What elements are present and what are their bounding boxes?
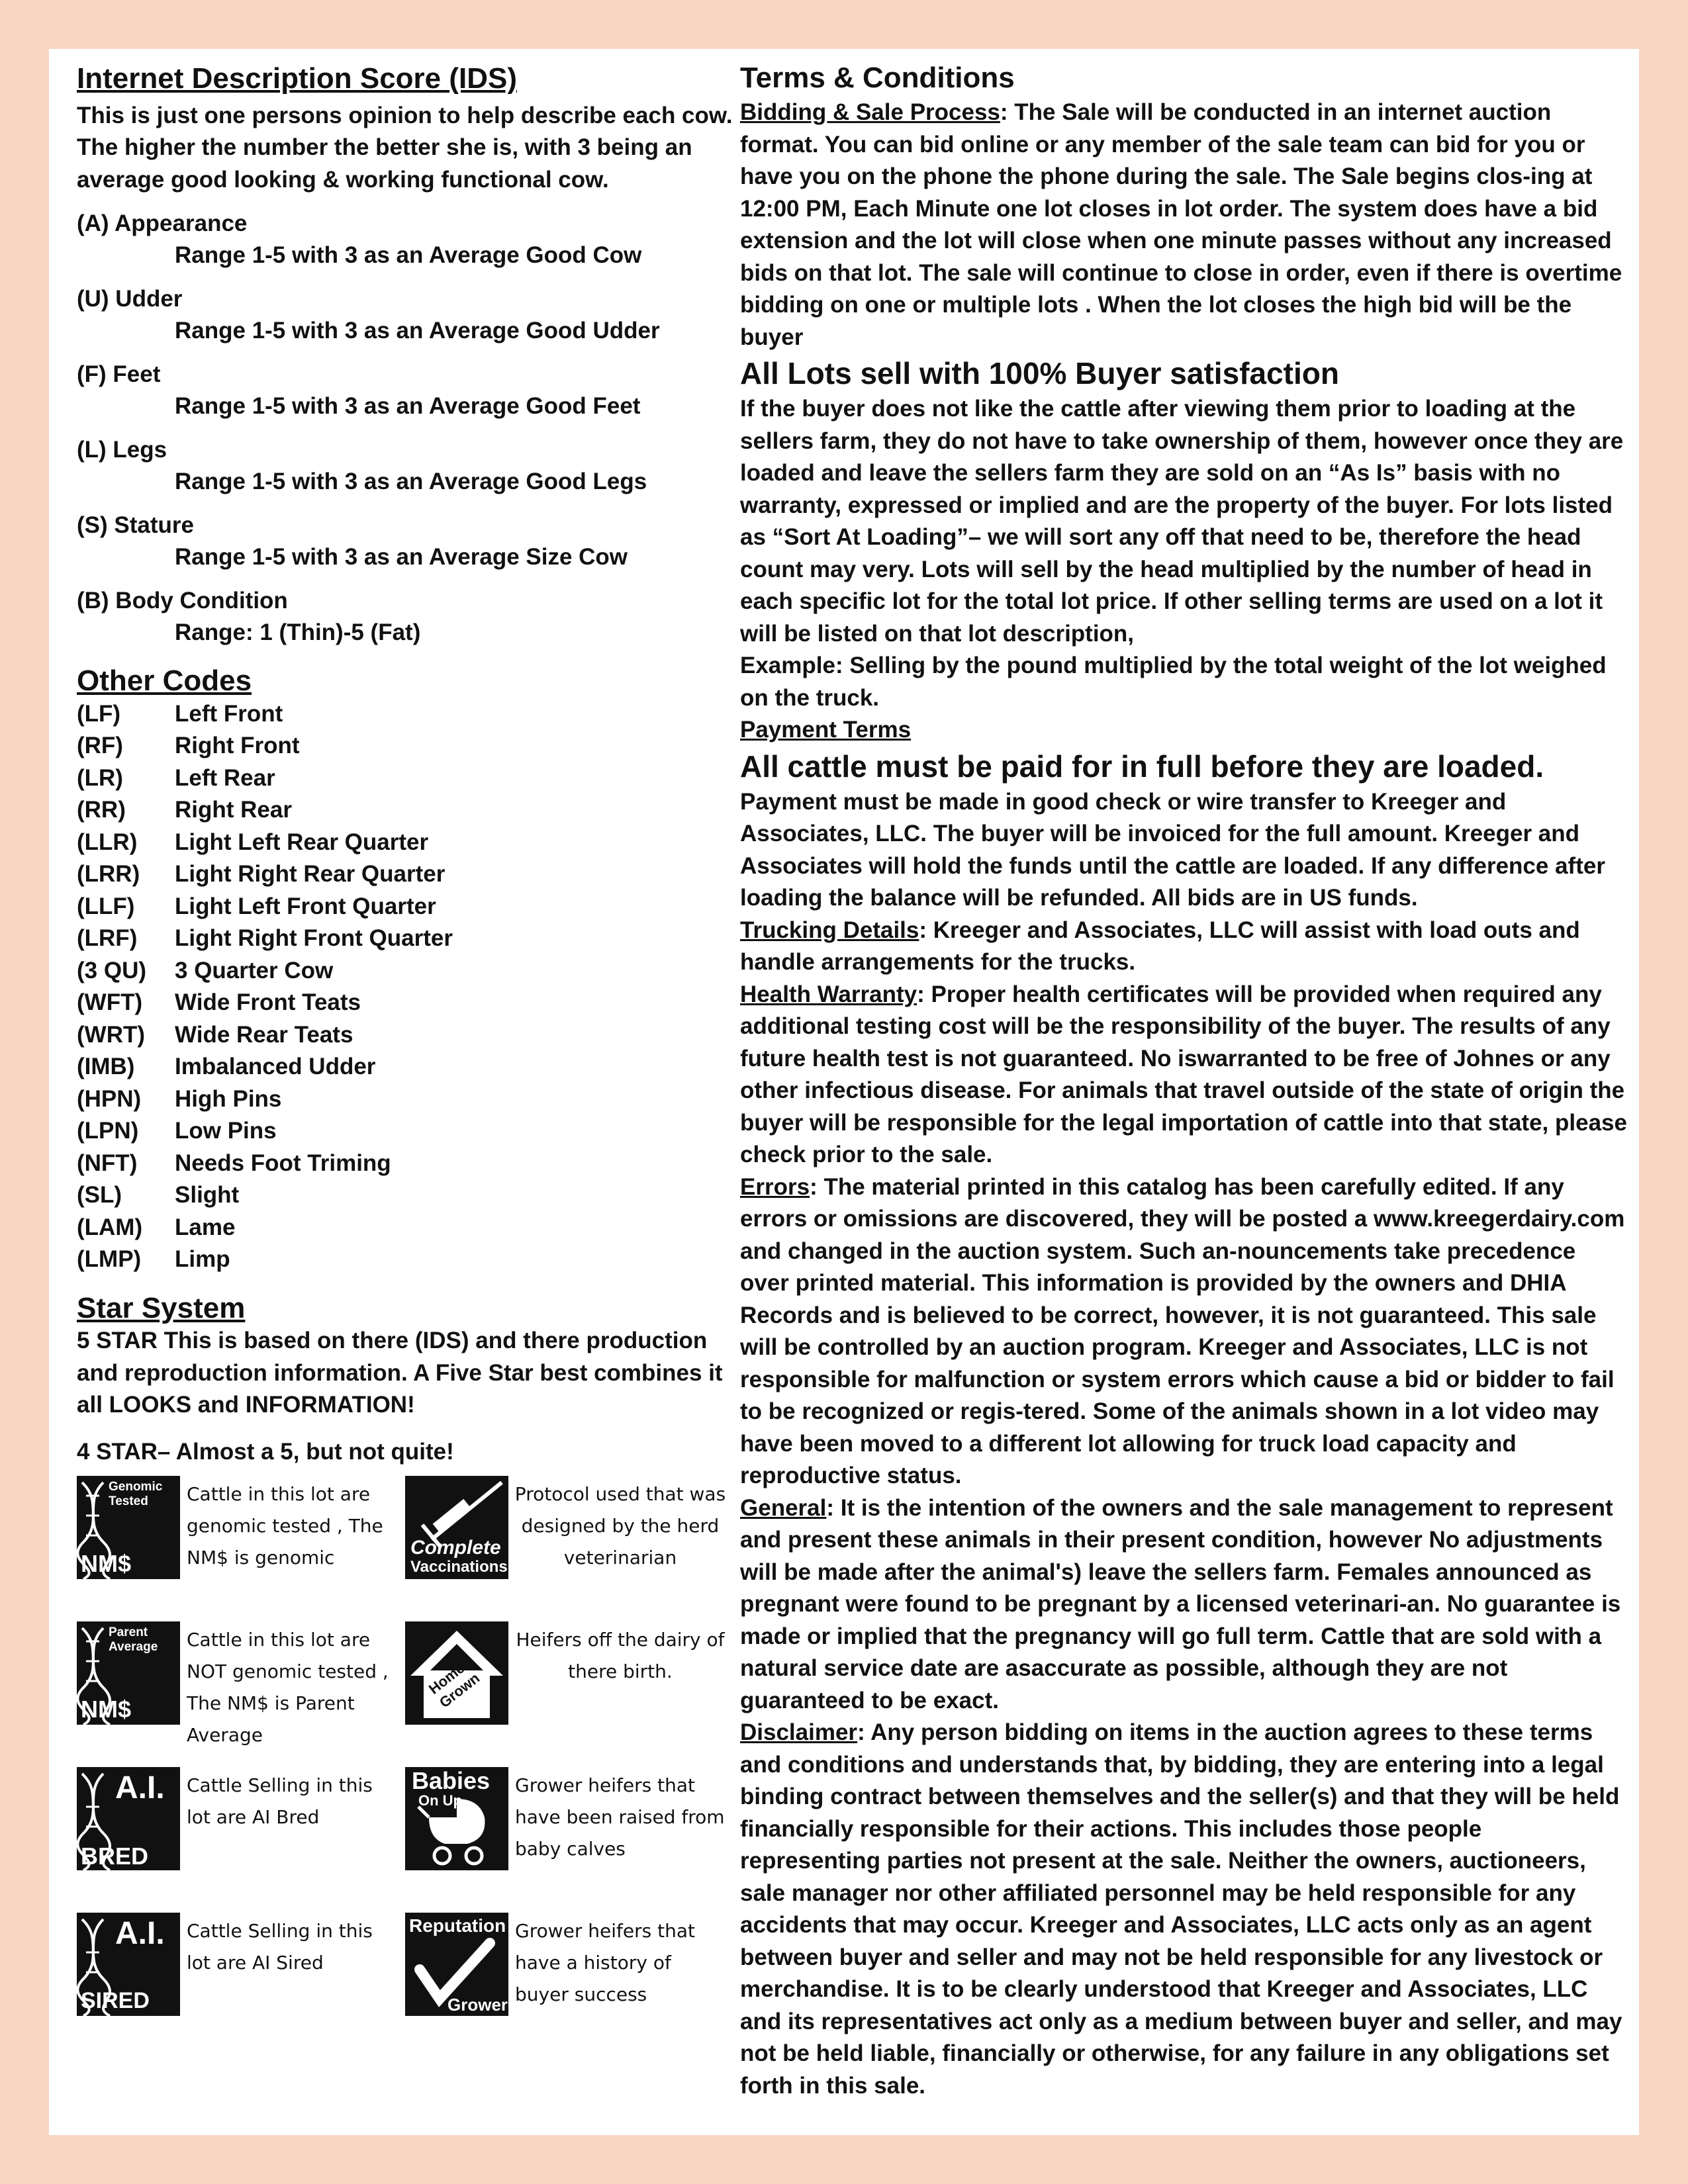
trucking-text: : Kreeger and Associates, LLC will assist with load outs and handle arrangements for the trucks.: [740, 917, 1580, 976]
code-row: [77, 1179, 752, 1212]
code-row: [77, 827, 752, 859]
score-label: (L) Legs: [77, 437, 167, 463]
code-row: [77, 858, 752, 891]
five-star-text: 5 STAR This is based on there (IDS) and there production and reproduction information. A Five Star best combines it all LOOKS and INFORMATION!: [77, 1328, 723, 1418]
code-desc: Wide Front Teats: [175, 989, 361, 1016]
badge-genomic: [77, 1476, 401, 1608]
bidding-text: : The Sale will be conducted in an internet auction format. You can bid online or any member of the sale team can bid for you or have you on the phone the phone during the sale. The Sale begins clos-ing at 12:00 PM, Each Minute one lot closes in lot order. The system does have a bid extension and the lot will close when one minute passes without any increased bids on that lot. The sale will continue to close in order, even if there is overtime bidding on one or multiple lots . When the lot closes the high bid will be the buyer: [740, 99, 1622, 350]
code-abbr: (HPN): [77, 1085, 142, 1112]
score-range: Range 1-5 with 3 as an Average Good Udder: [175, 318, 660, 344]
badge-ai-sired: [77, 1913, 401, 2045]
score-label: (F) Feet: [77, 361, 161, 388]
reputation-grower-icon: [405, 1913, 508, 2016]
icon-label: A.I.: [115, 1770, 165, 1806]
code-abbr: (LR): [77, 764, 123, 791]
code-row: [77, 762, 752, 795]
icon-label: Home Grown: [425, 1659, 483, 1711]
payment-label: Payment Terms: [740, 717, 912, 743]
errors-label: Errors: [740, 1173, 810, 1200]
other-codes-title: Other Codes: [77, 664, 252, 698]
score-label: (B) Body Condition: [77, 588, 288, 614]
disclaimer-text: : Any person bidding on items in the auction agrees to these terms and conditions and understands that, by bidding, they are entering into a legal binding contract between themselves and the seller(s) and that they will be held financially responsible for their actions. This includes those people representing parties not present at the sale. Neither the owners, auctioneers, sale manager nor other affiliated personnel may be held responsible for any accidents that may occur. Kreeger and Associates, LLC acts only as an agent between buyer and seller and may not be held responsible for any livestock or merchandise. It is to be clearly understood that Kreeger and Associates, LLC and its representatives act only as a medium between buyer and seller, and may not be held liable, financially or otherwise, for any failure in any obligations set forth in this sale.: [740, 1719, 1622, 2099]
right-column: [740, 62, 1627, 2102]
satisfaction-text: If the buyer does not like the cattle after viewing them prior to loading at the sellers farm, they do not have to take ownership of them, however once they are loaded and leave the sellers farm they are sold on an “As Is” basis with no warranty, expressed or implied and are the property of the buyer. For lots listed as “Sort At Loading”– we will sort any off that need to be, therefore the head count may very. Lots will sell by the head multiplied by the number of head in each specific lot for the total lot price. If other selling terms are used on a lot it will be listed on that lot description,: [740, 396, 1624, 647]
score-stature: [77, 510, 752, 573]
code-desc: Slight: [175, 1182, 240, 1208]
badge-description: Cattle in this lot are genomic tested , The NM$ is genomic: [187, 1483, 383, 1569]
code-row: [77, 1212, 752, 1244]
score-range: Range 1-5 with 3 as an Average Good Legs: [175, 469, 647, 495]
icon-label: A.I.: [115, 1916, 165, 1952]
code-abbr: (NFT): [77, 1150, 138, 1176]
badge-description: Cattle Selling in this lot are AI Sired: [187, 1920, 373, 1974]
score-range: Range 1-5 with 3 as an Average Good Cow: [175, 242, 642, 269]
code-desc: Light Right Rear Quarter: [175, 861, 445, 887]
health-section: [740, 979, 1627, 1171]
code-abbr: (LMP): [77, 1246, 142, 1273]
badge-home-grown: [405, 1621, 729, 1754]
code-abbr: (LLF): [77, 893, 135, 919]
icon-label: SIRED: [81, 1988, 150, 2014]
badge-description: Protocol used that was designed by the herd veterinarian: [514, 1483, 726, 1569]
code-abbr: (LLR): [77, 829, 138, 855]
score-body-condition: [77, 585, 752, 649]
code-row: [77, 698, 752, 731]
satisfaction-heading: All Lots sell with 100% Buyer satisfaction: [740, 356, 1339, 391]
score-list: [77, 208, 752, 649]
badge-complete-vaccinations: [405, 1476, 729, 1608]
parent-average-nm-icon: [77, 1621, 180, 1725]
code-desc: 3 Quarter Cow: [175, 957, 334, 983]
example-text: Example: Selling by the pound multiplied by the total weight of the lot weighed on the truck.: [740, 653, 1607, 711]
code-abbr: (RR): [77, 797, 126, 823]
badge-description: Cattle in this lot are NOT genomic tested , The NM$ is Parent Average: [187, 1629, 389, 1747]
errors-section: [740, 1171, 1627, 1492]
code-desc: High Pins: [175, 1085, 282, 1112]
code-abbr: (WRT): [77, 1021, 146, 1048]
ids-title: Internet Description Score (IDS): [77, 62, 518, 95]
four-star-text: 4 STAR– Almost a 5, but not quite!: [77, 1438, 454, 1465]
icon-label: On Up: [418, 1792, 462, 1809]
trucking-label: Trucking Details: [740, 917, 919, 943]
badge-description: Cattle Selling in this lot are AI Bred: [187, 1774, 373, 1829]
home-grown-icon: [405, 1621, 508, 1725]
complete-vaccinations-icon: [405, 1476, 508, 1579]
ai-sired-icon: [77, 1913, 180, 2016]
codes-list: [77, 698, 752, 1276]
code-row: [77, 794, 752, 827]
badge-babies-on-up: [405, 1767, 729, 1899]
terms-title: Terms & Conditions: [740, 62, 1015, 94]
babies-on-up-icon: [405, 1767, 508, 1870]
score-udder: [77, 283, 752, 347]
general-section: [740, 1492, 1627, 1717]
code-desc: Low Pins: [175, 1118, 277, 1144]
bidding-section: [740, 97, 1627, 353]
payment-section: [740, 714, 1627, 747]
code-abbr: (WFT): [77, 989, 143, 1016]
icon-label: BRED: [81, 1843, 149, 1870]
code-abbr: (RF): [77, 733, 123, 759]
star-system-title: Star System: [77, 1291, 246, 1324]
code-desc: Lame: [175, 1214, 236, 1240]
badge-ai-bred: [77, 1767, 401, 1899]
badge-description: Grower heifers that have been raised from baby calves: [515, 1774, 725, 1860]
code-row: [77, 891, 752, 923]
code-row: [77, 1019, 752, 1052]
payment-heading: All cattle must be paid for in full before they are loaded.: [740, 749, 1544, 784]
code-row: [77, 1244, 752, 1276]
code-row: [77, 1148, 752, 1180]
icon-label: Grower: [447, 1995, 508, 2015]
badge-parent-average: [77, 1621, 401, 1754]
score-label: (S) Stature: [77, 512, 194, 539]
icon-label: NM$: [81, 1696, 132, 1723]
score-appearance: [77, 208, 752, 271]
badge-grid: [77, 1476, 752, 2045]
left-column: [77, 62, 752, 2045]
score-range: Range 1-5 with 3 as an Average Size Cow: [175, 544, 628, 570]
icon-label: Babies: [412, 1767, 491, 1795]
code-row: [77, 730, 752, 762]
bidding-label: Bidding & Sale Process: [740, 99, 1000, 126]
code-row: [77, 1115, 752, 1148]
code-abbr: (LRF): [77, 925, 138, 952]
ids-intro: This is just one persons opinion to help describe each cow. The higher the number the better she is, with 3 being an average good looking & working functional cow.: [77, 102, 733, 193]
code-row: [77, 923, 752, 955]
general-label: General: [740, 1494, 827, 1521]
code-row: [77, 1051, 752, 1083]
code-desc: Left Front: [175, 700, 283, 727]
code-abbr: (3 QU): [77, 957, 146, 983]
score-range: Range: 1 (Thin)-5 (Fat): [175, 619, 421, 646]
badge-description: Grower heifers that have a history of buyer success: [515, 1920, 695, 2006]
code-abbr: (LF): [77, 700, 121, 727]
code-abbr: (IMB): [77, 1054, 135, 1080]
code-desc: Imbalanced Udder: [175, 1054, 376, 1080]
score-feet: [77, 359, 752, 422]
badge-description: Heifers off the dairy of there birth.: [516, 1629, 725, 1683]
trucking-section: [740, 915, 1627, 979]
icon-label: Reputation: [409, 1915, 506, 1936]
score-range: Range 1-5 with 3 as an Average Good Feet: [175, 393, 641, 420]
code-abbr: (LPN): [77, 1118, 139, 1144]
code-row: [77, 1083, 752, 1116]
code-desc: Wide Rear Teats: [175, 1021, 353, 1048]
code-desc: Light Left Rear Quarter: [175, 829, 429, 855]
code-row: [77, 955, 752, 987]
ai-bred-icon: [77, 1767, 180, 1870]
code-desc: Limp: [175, 1246, 230, 1273]
code-row: [77, 987, 752, 1019]
health-text: : Proper health certificates will be provided when required any additional testing cost will be the responsibility of the buyer. The results of any future health test is not guaranteed. No iswarranted to be free of Johnes or any other infectious disease. For animals that travel outside of the state of origin the buyer will be responsible for the legal importation of cattle into that state, please check prior to the sale.: [740, 981, 1627, 1168]
general-text: : It is the intention of the owners and the sale management to represent and present these animals in their present condition, however No adjustments will be made after the animal's) leave the sellers farm. Females announced as pregnant were found to be pregnant by a licensed veterinari-an. No guarantee is made or implied that the pregnancy will go full term. Cattle that are sold with a natural service date are asaccurate as possible, although they are not guaranteed to be exact.: [740, 1494, 1621, 1713]
code-desc: Right Rear: [175, 797, 292, 823]
code-desc: Needs Foot Triming: [175, 1150, 391, 1176]
icon-label: NM$: [81, 1550, 132, 1578]
code-desc: Light Right Front Quarter: [175, 925, 453, 952]
catalog-page: [49, 49, 1639, 2135]
code-abbr: (LRR): [77, 861, 140, 887]
health-label: Health Warranty: [740, 981, 917, 1007]
code-desc: Light Left Front Quarter: [175, 893, 436, 919]
code-abbr: (SL): [77, 1182, 122, 1208]
score-label: (U) Udder: [77, 286, 183, 312]
code-desc: Right Front: [175, 733, 300, 759]
disclaimer-section: [740, 1717, 1627, 2102]
badge-reputation-grower: [405, 1913, 729, 2045]
score-label: (A) Appearance: [77, 210, 248, 237]
disclaimer-label: Disclaimer: [740, 1719, 858, 1746]
code-desc: Left Rear: [175, 764, 275, 791]
errors-text: : The material printed in this catalog has been carefully edited. If any errors or omissions are discovered, they will be posted a www.kreegerdairy.com and changed in the auction system. Such an-nouncements take precedence over printed material. This information is provided by the owners and DHIA Records and is believed to be correct, however, it is not guaranteed. This sale will be controlled by an auction program. Kreeger and Associates, LLC is not responsible for malfunction or system errors which cause a bid or bidder to fail to be recognized or regis-tered. Some of the animals shown in a lot video may have been moved to a different lot allowing for truck load capacity and reproductive status.: [740, 1173, 1625, 1489]
icon-label: Complete: [410, 1537, 501, 1559]
genomic-tested-nm-icon: [77, 1476, 180, 1579]
icon-label: Genomic Tested: [109, 1480, 163, 1509]
icon-label: Parent Average: [109, 1625, 158, 1655]
icon-label: Vaccinations: [410, 1558, 508, 1576]
code-abbr: (LAM): [77, 1214, 143, 1240]
payment-text: Payment must be made in good check or wire transfer to Kreeger and Associates, LLC. The buyer will be invoiced for the full amount. Kreeger and Associates will hold the funds until the cattle are loaded. If any difference after loading the balance will be refunded. All bids are in US funds.: [740, 788, 1605, 911]
score-legs: [77, 434, 752, 498]
